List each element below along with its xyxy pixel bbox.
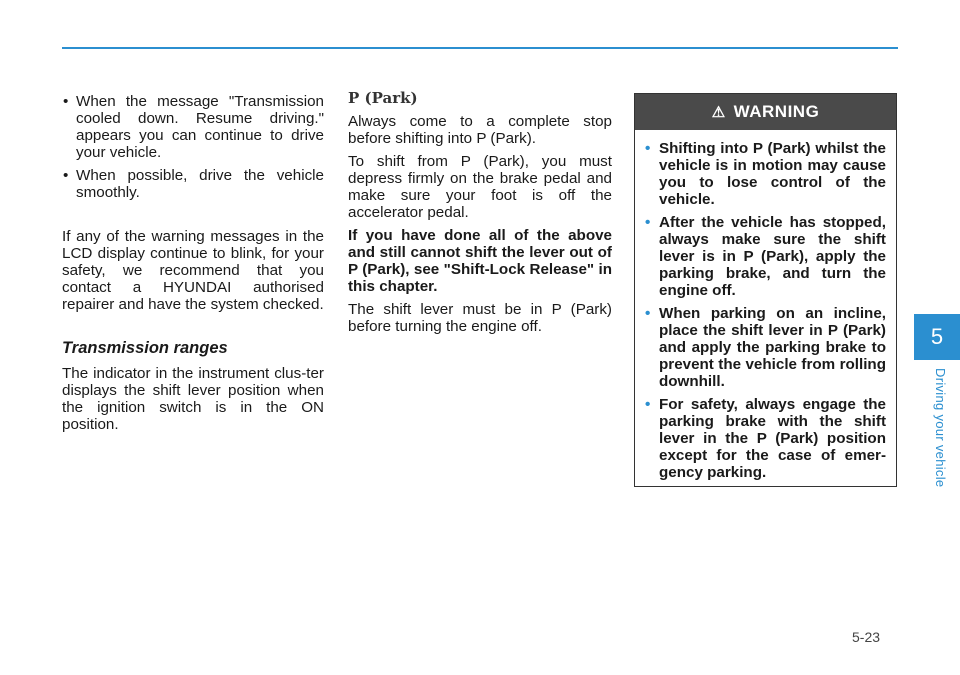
- bullet-icon: •: [63, 93, 69, 110]
- warning-title: WARNING: [733, 102, 820, 121]
- message-bullet-list: [62, 93, 324, 201]
- bullet-icon: •: [645, 214, 651, 231]
- chapter-title: Driving your vehicle: [933, 368, 948, 488]
- park-paragraph-1: Always come to a complete stop before shifting into P (Park).: [348, 113, 612, 147]
- bullet-icon: •: [63, 167, 69, 184]
- list-item: • When parking on an incline, place the shift lever in P (Park) and apply the parking brake to prevent the vehicle from rolling downhill.: [645, 305, 886, 390]
- bullet-icon: •: [645, 305, 651, 322]
- header-rule: [62, 47, 898, 49]
- list-item: • When possible, drive the vehicle smoothly.: [63, 167, 324, 201]
- middle-column: [348, 90, 612, 341]
- ranges-paragraph: The indicator in the instrument clus-ter displays the shift lever position when the ignition switch is in the ON position.: [62, 365, 324, 433]
- park-paragraph-3: If you have done all of the above and still cannot shift the lever out of P (Park), see "Shift-Lock Release" in this chapter.: [348, 227, 612, 295]
- list-item: • When the message "Transmission cooled down. Resume driving." appears you can continue to drive your vehicle.: [63, 93, 324, 161]
- section-heading: Transmission ranges: [62, 339, 228, 357]
- chapter-number-tab: 5: [914, 314, 960, 360]
- park-heading: P (Park): [348, 89, 418, 107]
- list-item: • Shifting into P (Park) whilst the vehicle is in motion may cause you to lose control of the vehicle.: [645, 140, 886, 208]
- bullet-icon: •: [645, 140, 651, 157]
- warning-messages-paragraph: If any of the warning messages in the LCD display continue to blink, for your safety, we recommend that you contact a HYUNDAI authorised repairer and have the system checked.: [62, 228, 324, 313]
- list-item: • After the vehicle has stopped, always make sure the shift lever is in P (Park), apply the parking brake, and turn the engine off.: [645, 214, 886, 299]
- park-paragraph-4: The shift lever must be in P (Park) before turning the engine off.: [348, 301, 612, 335]
- warning-header: [635, 94, 896, 130]
- park-paragraph-2: To shift from P (Park), you must depress firmly on the brake pedal and make sure your foot is off the accelerator pedal.: [348, 153, 612, 221]
- left-column: [62, 90, 324, 433]
- warning-box: [634, 93, 897, 487]
- bullet-icon: •: [645, 396, 651, 413]
- warning-list: [635, 130, 896, 481]
- warning-triangle-icon: ⚠: [711, 104, 726, 121]
- page-number: 5-23: [852, 629, 881, 645]
- list-item: • For safety, always engage the parking brake with the shift lever in the P (Park) position except for the case of emer-gency parking.: [645, 396, 886, 481]
